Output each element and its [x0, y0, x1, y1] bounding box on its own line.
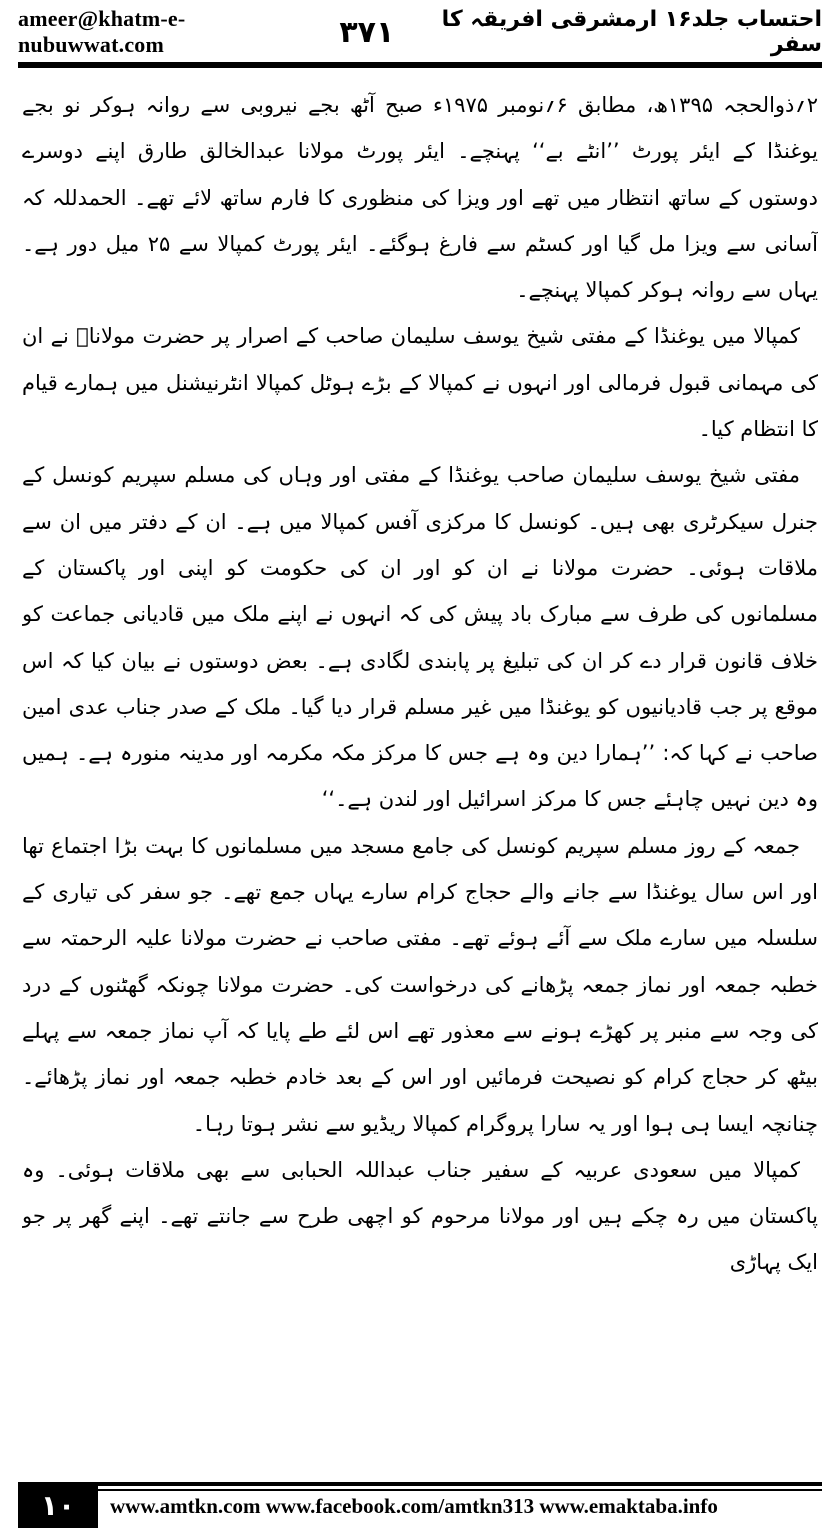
header-rule	[18, 62, 822, 68]
header-page-number: ۳۷۱	[339, 14, 395, 50]
page-body	[22, 82, 818, 1432]
header-left-group	[18, 6, 394, 58]
paragraph-2: کمپالا میں یوغنڈا کے مفتی شیخ یوسف سلیمان صاحب کے اصرار پر حضرت مولاناؒ نے ان کی مہمانی قبول فرمالی اور انہوں نے کمپالا کے بڑے ہوٹل کمپالا انٹرنیشنل میں ہمارے قیام کا انتظام کیا۔	[22, 324, 818, 442]
paragraph-1: ۲؍ذوالحجہ ۱۳۹۵ھ، مطابق ۶؍نومبر ۱۹۷۵ء صبح آٹھ بجے نیروبی سے روانہ ہوکر نو بجے یوغنڈا کے ایئر پورٹ ’’انٹے بے‘‘ پہنچے۔ ایئر پورٹ مولانا عبدالخالق طارق اپنے دوسرے دوستوں کے ساتھ انتظار میں تھے اور ویزا کی منظوری کا فارم ساتھ لائے تھے۔ الحمدللہ کہ آسانی سے ویزا مل گیا اور کسٹم سے فارغ ہوگئے۔ ایئر پورٹ کمپالا سے ۲۵ میل دور ہے۔ یہاں سے روانہ ہوکر کمپالا پہنچے۔	[22, 93, 818, 303]
paragraph-3: مفتی شیخ یوسف سلیمان صاحب یوغنڈا کے مفتی اور وہاں کی مسلم سپریم کونسل کے جنرل سیکرٹری بھی ہیں۔ کونسل کا مرکزی آفس کمپالا میں ہے۔ ان کے دفتر میں ان سے ملاقات ہوئی۔ حضرت مولانا نے ان کو اور ان کی حکومت کو اپنی اور پاکستان کے مسلمانوں کی طرف سے مبارک باد پیش کی کہ انہوں نے اپنے ملک میں قادیانی جماعت کو خلاف قانون قرار دے کر ان کی تبلیغ پر پابندی لگادی ہے۔ بعض دوستوں نے بیان کیا کہ اس موقع پر جب قادیانیوں کو یوغنڈا میں غیر مسلم قرار دیا گیا۔ ملک کے صدر جناب عدی امین صاحب نے کہا کہ: ’’ہمارا دین وہ ہے جس کا مرکز مکہ مکرمہ اور مدینہ منورہ ہے۔ ہمیں وہ دین نہیں چاہئے جس کا مرکز اسرائیل اور لندن ہے۔‘‘	[22, 463, 818, 812]
footer-rule	[18, 1482, 822, 1486]
page-header	[18, 8, 822, 56]
paragraph-4: جمعہ کے روز مسلم سپریم کونسل کی جامع مسجد میں مسلمانوں کا بہت بڑا اجتماع تھا اور اس سال یوغنڈا سے جانے والے حجاج کرام سارے یہاں جمع تھے۔ جو سفر کی تیاری کے سلسلہ میں سارے ملک سے آئے ہوئے تھے۔ مفتی صاحب نے حضرت مولانا علیہ الرحمتہ سے خطبہ جمعہ اور نماز جمعہ پڑھانے کی درخواست کی۔ حضرت مولانا چونکہ گھٹنوں کے درد کی وجہ سے منبر پر کھڑے ہونے سے معذور تھے اس لئے طے پایا کہ آپ نماز جمعہ سے پہلے بیٹھ کر حجاج کرام کو نصیحت فرمائیں اور اس کے بعد خادم خطبہ جمعہ اور نماز پڑھائے۔ چنانچہ ایسا ہی ہوا اور یہ سارا پروگرام کمپالا ریڈیو سے نشر ہوتا رہا۔	[22, 833, 818, 1136]
paragraph-5: کمپالا میں سعودی عربیہ کے سفیر جناب عبداللہ الحبابی سے بھی ملاقات ہوئی۔ وہ پاکستان میں رہ چکے ہیں اور مولانا مرحوم کو اچھی طرح سے جانتے تھے۔ اپنے گھر پر جو ایک پہاڑی	[22, 1157, 818, 1275]
page-footer	[18, 1482, 822, 1528]
header-email[interactable]: ameer@khatm-e-nubuwwat.com	[18, 6, 186, 57]
footer-rule-thin	[18, 1489, 822, 1491]
footer-links[interactable]: www.amtkn.com www.facebook.com/amtkn313 www.emaktaba.info	[110, 1494, 718, 1518]
header-running-title: احتساب جلد۱۶ ارمشرقی افریقہ کا سفر	[441, 7, 822, 57]
footer-page-number: ۱۰	[18, 1482, 98, 1528]
